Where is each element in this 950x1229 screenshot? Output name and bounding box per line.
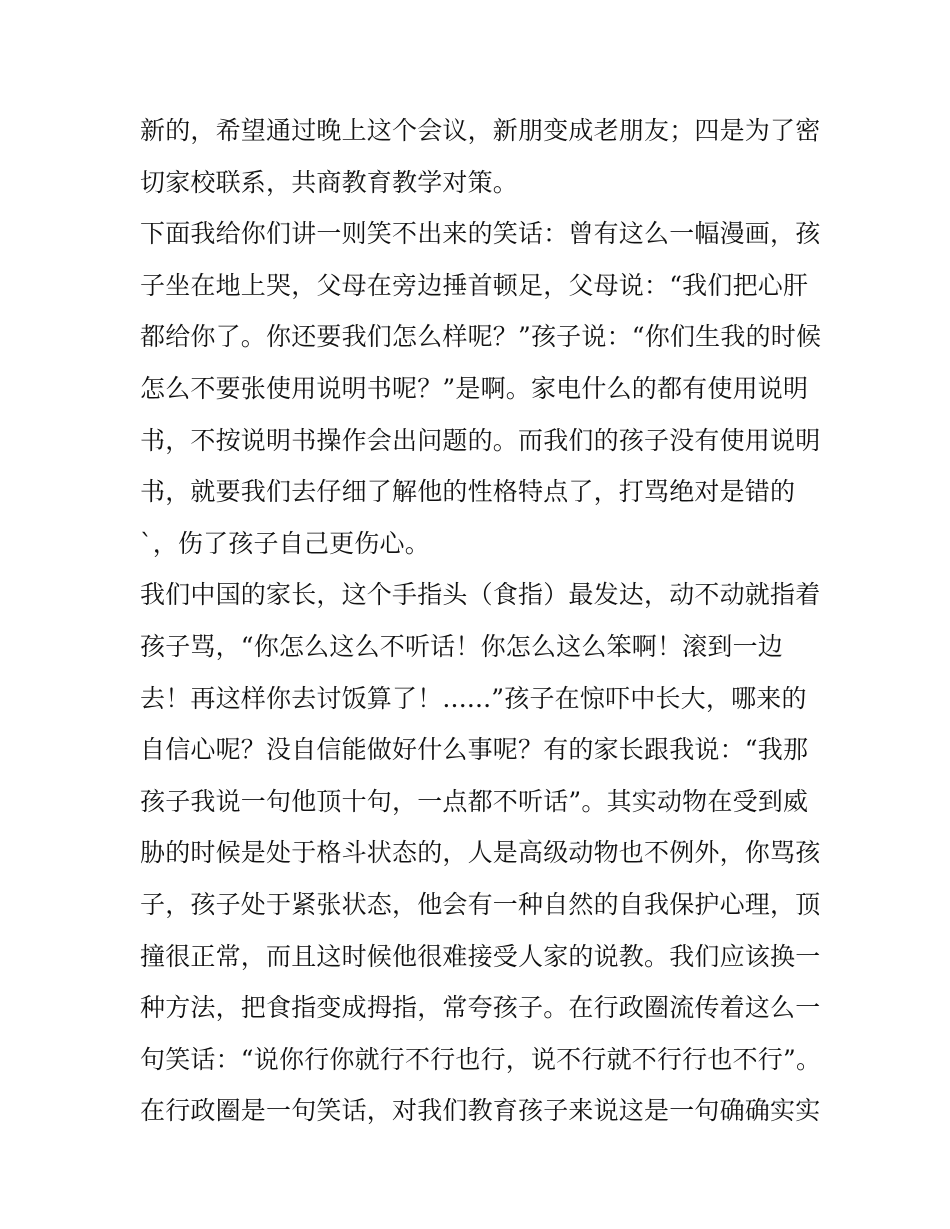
text-line-3: 下面我给你们讲一则笑不出来的笑话：曾有这么一幅漫画，孩 [140, 219, 821, 249]
text-line-20: 在行政圈是一句笑话，对我们教育孩子来说这是一句确确实实 [140, 1096, 821, 1126]
text-line-2: 切家校联系，共商教育教学对策。 [140, 167, 519, 197]
text-line-8: 书，就要我们去仔细了解他的性格特点了，打骂绝对是错的 [140, 477, 796, 507]
text-line-1: 新的，希望通过晚上这个会议，新朋变成老朋友；四是为了密 [140, 116, 821, 145]
text-line-6: 怎么不要张使用说明书呢？”是啊。家电什么的都有使用说明 [140, 373, 809, 403]
text-line-16: 子，孩子处于紧张状态，他会有一种自然的自我保护心理，顶 [140, 889, 821, 919]
text-line-13: 自信心呢？没自信能做好什么事呢？有的家长跟我说：“我那 [140, 735, 809, 765]
text-line-18: 种方法，把食指变成拇指，常夸孩子。在行政圈流传着这么一 [140, 993, 821, 1023]
text-line-12: 去！再这样你去讨饭算了！......”孩子在惊吓中长大，哪来的 [140, 683, 807, 713]
text-line-7: 书，不按说明书操作会出问题的。而我们的孩子没有使用说明 [140, 425, 821, 455]
text-line-17: 撞很正常，而且这时候他很难接受人家的说教。我们应该换一 [140, 941, 821, 971]
text-line-5: 都给你了。你还要我们怎么样呢？”孩子说：“你们生我的时候 [140, 322, 822, 352]
text-line-11: 孩子骂，“你怎么这么不听话！你怎么这么笨啊！滚到一边 [140, 631, 783, 661]
text-line-15: 胁的时候是处于格斗状态的，人是高级动物也不例外，你骂孩 [140, 838, 821, 868]
text-line-19: 句笑话：“说你行你就行不行也行，说不行就不行行也不行”。 [140, 1044, 822, 1074]
text-line-14: 孩子我说一句他顶十句，一点都不听话”。其实动物在受到威 [140, 786, 809, 816]
text-line-9: `，伤了孩子自己更伤心。 [140, 528, 430, 558]
text-line-4: 子坐在地上哭，父母在旁边捶首顿足，父母说：“我们把心肝 [140, 270, 809, 300]
body-text [140, 105, 820, 1137]
text-line-10: 我们中国的家长，这个手指头（食指）最发达，动不动就指着 [140, 580, 821, 610]
